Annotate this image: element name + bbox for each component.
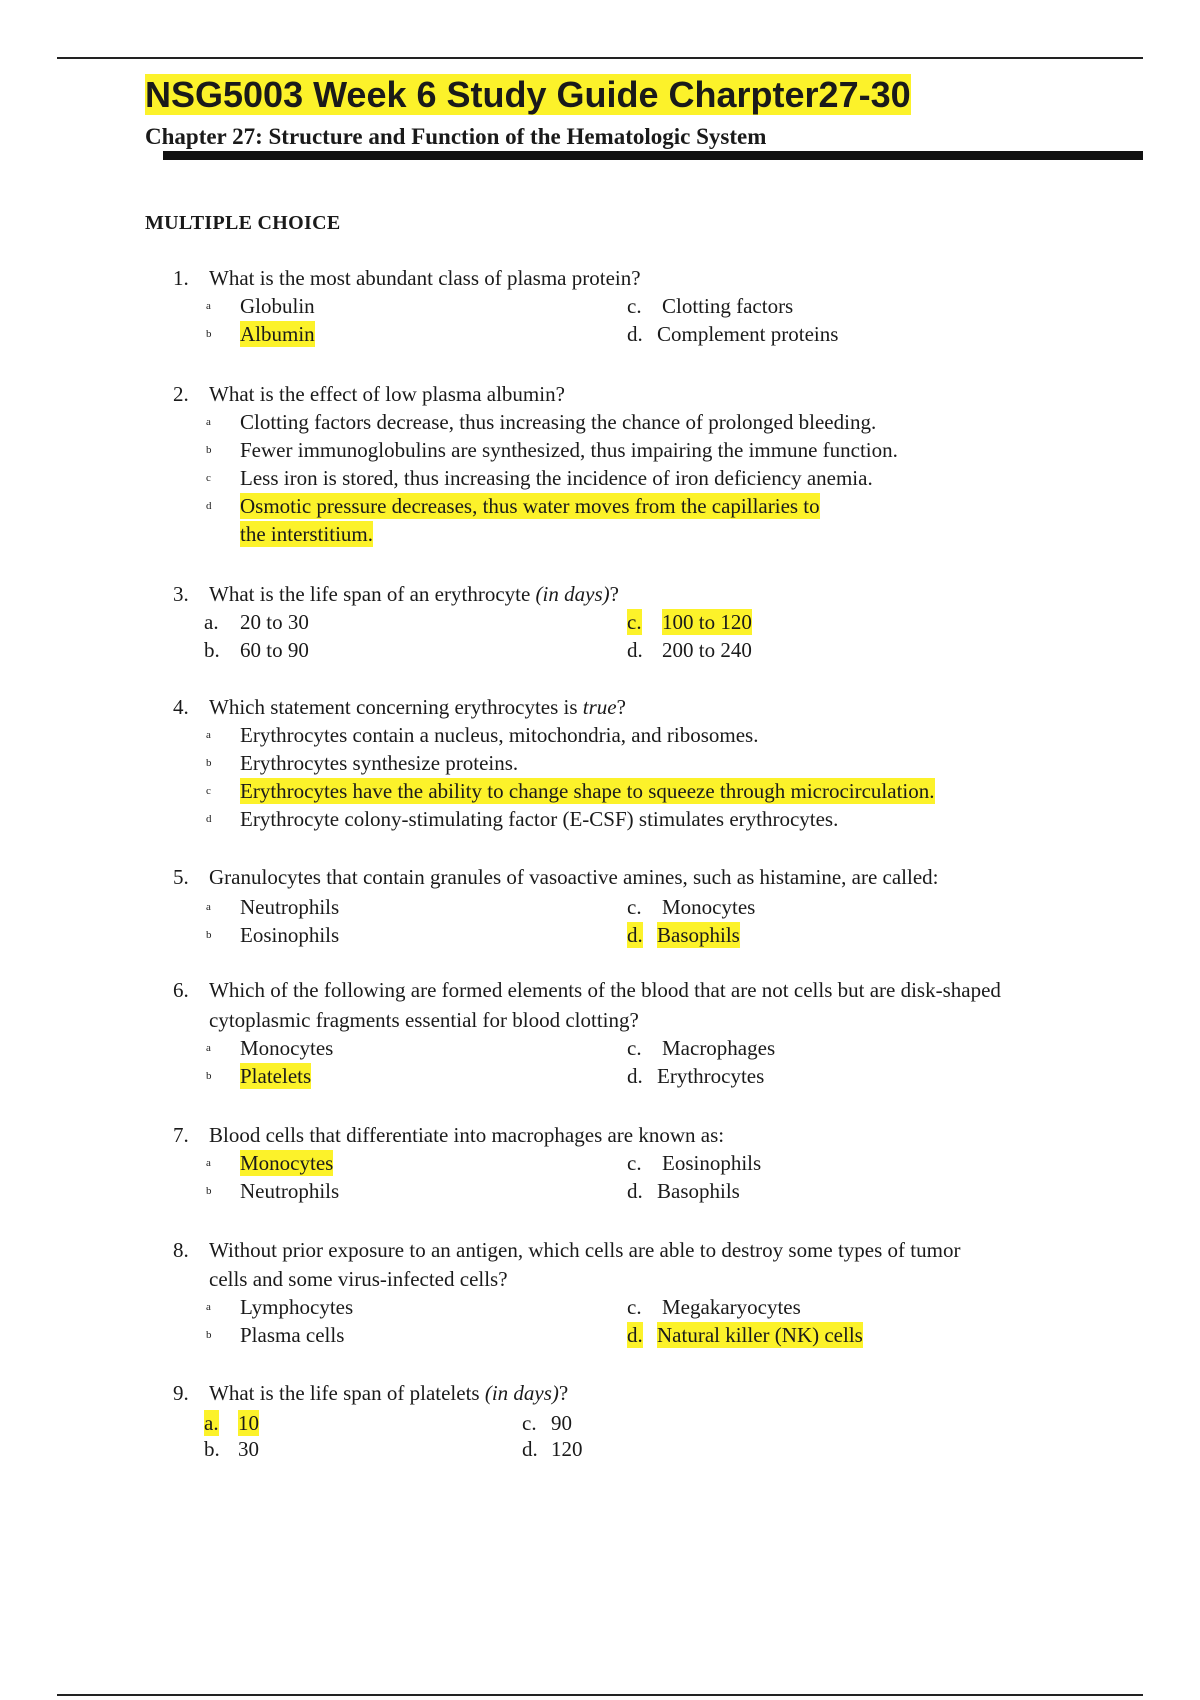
option-d: Complement proteins (657, 322, 839, 346)
option-b: Erythrocytes synthesize proteins. (240, 751, 519, 775)
question-number: 5. (173, 865, 189, 889)
option-letter: a (206, 1042, 211, 1054)
option-letter-highlight: d. (627, 923, 643, 947)
question-number: 1. (173, 266, 189, 290)
option-letter: c. (627, 1151, 642, 1175)
question-number: 7. (173, 1123, 189, 1147)
option-letter: b (206, 1070, 212, 1082)
question-stem-line-2: cells and some virus-infected cells? (209, 1267, 508, 1291)
option-d: Basophils (657, 1179, 740, 1203)
option-a: Monocytes (240, 1036, 334, 1060)
option-b: Neutrophils (240, 1179, 340, 1203)
option-letter: a (206, 1301, 211, 1313)
option-c: 90 (551, 1411, 572, 1435)
option-d: 120 (551, 1437, 583, 1461)
question-stem: What is the effect of low plasma albumin? (209, 382, 565, 406)
option-d: Erythrocyte colony-stimulating factor (E-CSF) stimulates erythrocytes. (240, 807, 839, 831)
question-number: 8. (173, 1238, 189, 1262)
option-letter: a (206, 300, 211, 312)
option-letter-highlight: c. (627, 610, 642, 634)
option-d-correct-line-2: the interstitium. (240, 522, 373, 546)
option-letter: d (206, 813, 212, 825)
title-highlight: NSG5003 Week 6 Study Guide Charpter27-30 (145, 74, 911, 115)
option-a: Clotting factors decrease, thus increasing the chance of prolonged bleeding. (240, 410, 877, 434)
option-b-correct: Platelets (240, 1064, 312, 1088)
option-a-correct: Monocytes (240, 1151, 334, 1175)
question-stem-line-1: Which of the following are formed elements of the blood that are not cells but are disk-shaped (209, 978, 1001, 1002)
bottom-rule (57, 1694, 1143, 1696)
question-number: 9. (173, 1381, 189, 1405)
option-letter: b (206, 328, 212, 340)
question-stem: What is the most abundant class of plasma protein? (209, 266, 641, 290)
option-letter: b (206, 1329, 212, 1341)
option-letter: a (206, 729, 211, 741)
option-letter: a (206, 901, 211, 913)
option-c: Less iron is stored, thus increasing the incidence of iron deficiency anemia. (240, 466, 873, 490)
option-letter: a. (204, 610, 219, 634)
option-d: Erythrocytes (657, 1064, 765, 1088)
option-letter: b (206, 1185, 212, 1197)
option-b: Eosinophils (240, 923, 340, 947)
option-b: Plasma cells (240, 1323, 345, 1347)
chapter-subtitle: Chapter 27: Structure and Function of the Hematologic System (145, 124, 767, 149)
option-b: 30 (238, 1437, 259, 1461)
option-letter: b (206, 929, 212, 941)
option-letter: c. (627, 1295, 642, 1319)
option-letter: a (206, 416, 211, 428)
option-letter-highlight: a. (204, 1411, 219, 1435)
question-stem-line-1: Without prior exposure to an antigen, which cells are able to destroy some types of tumor (209, 1238, 961, 1262)
question-number: 2. (173, 382, 189, 406)
option-letter: d. (522, 1437, 538, 1461)
option-c: Megakaryocytes (662, 1295, 801, 1319)
question-number: 4. (173, 695, 189, 719)
section-heading: MULTIPLE CHOICE (145, 212, 341, 234)
top-rule (57, 57, 1143, 59)
option-letter: c (206, 785, 211, 797)
option-b-correct: Albumin (240, 322, 315, 346)
option-letter: c. (522, 1411, 537, 1435)
option-d-correct: Natural killer (NK) cells (657, 1323, 863, 1347)
subtitle-underline-bar (163, 151, 1143, 160)
question-number: 6. (173, 978, 189, 1002)
option-d-correct: Basophils (657, 923, 740, 947)
option-d: 200 to 240 (662, 638, 752, 662)
question-stem-line-2: cytoplasmic fragments essential for blood clotting? (209, 1008, 639, 1032)
option-b: 60 to 90 (240, 638, 309, 662)
question-stem: What is the life span of an erythrocyte (in days)? (209, 582, 619, 606)
question-number: 3. (173, 582, 189, 606)
option-a-correct: 10 (238, 1411, 259, 1435)
option-c-correct: 100 to 120 (662, 610, 752, 634)
option-letter-highlight: d. (627, 1323, 643, 1347)
option-b: Fewer immunoglobulins are synthesized, thus impairing the immune function. (240, 438, 898, 462)
option-letter: d. (627, 638, 643, 662)
option-letter: b. (204, 1437, 220, 1461)
option-a: Globulin (240, 294, 315, 318)
option-c: Clotting factors (662, 294, 794, 318)
question-stem: Granulocytes that contain granules of vasoactive amines, such as histamine, are called: (209, 865, 939, 889)
option-a: 20 to 30 (240, 610, 309, 634)
question-stem: What is the life span of platelets (in days)? (209, 1381, 569, 1405)
option-c: Macrophages (662, 1036, 776, 1060)
question-stem: Which statement concerning erythrocytes is true? (209, 695, 626, 719)
option-c: Eosinophils (662, 1151, 762, 1175)
option-letter: c (206, 472, 211, 484)
option-letter: b (206, 444, 212, 456)
option-letter: c. (627, 1036, 642, 1060)
question-stem: Blood cells that differentiate into macrophages are known as: (209, 1123, 725, 1147)
option-d-correct-line-1: Osmotic pressure decreases, thus water moves from the capillaries to (240, 494, 820, 518)
option-letter: d. (627, 322, 643, 346)
option-a: Neutrophils (240, 895, 340, 919)
option-letter: c. (627, 895, 642, 919)
option-letter: d. (627, 1179, 643, 1203)
option-a: Erythrocytes contain a nucleus, mitochondria, and ribosomes. (240, 723, 759, 747)
option-a: Lymphocytes (240, 1295, 354, 1319)
option-letter: b (206, 757, 212, 769)
option-letter: d. (627, 1064, 643, 1088)
option-letter: d (206, 500, 212, 512)
document-title (145, 73, 911, 117)
option-c-correct: Erythrocytes have the ability to change shape to squeeze through microcirculation. (240, 779, 935, 803)
option-letter: c. (627, 294, 642, 318)
option-letter: b. (204, 638, 220, 662)
option-letter: a (206, 1157, 211, 1169)
option-c: Monocytes (662, 895, 756, 919)
